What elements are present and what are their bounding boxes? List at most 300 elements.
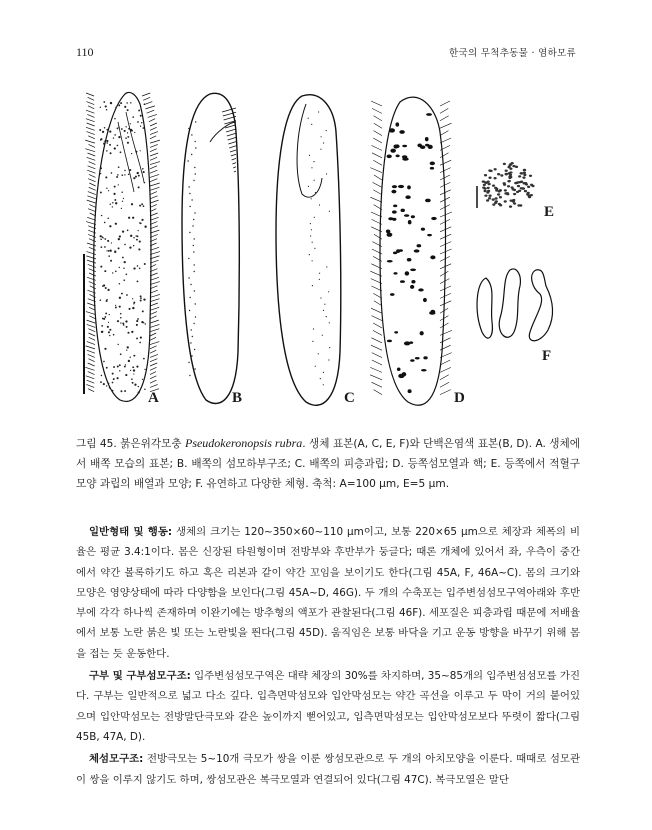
cilium	[440, 338, 450, 343]
nucleus	[425, 199, 431, 203]
granule	[513, 189, 516, 191]
cilium	[374, 123, 382, 128]
cilium	[86, 119, 95, 122]
cilium	[150, 294, 160, 297]
granule	[126, 274, 128, 276]
granule	[484, 194, 487, 196]
granule	[121, 174, 123, 176]
granule	[103, 143, 104, 144]
granule	[128, 136, 130, 138]
cilium	[86, 346, 95, 349]
cirrus	[190, 284, 191, 285]
nucleus	[397, 367, 401, 371]
cirrus	[192, 336, 193, 337]
granule	[115, 271, 117, 273]
cirrus	[194, 141, 195, 142]
granule	[125, 126, 126, 127]
cilium	[150, 140, 160, 143]
granule	[313, 161, 314, 162]
cilium	[150, 166, 157, 169]
granule	[524, 190, 527, 192]
cilium	[87, 380, 95, 383]
cilium	[150, 384, 158, 387]
granule	[104, 238, 106, 240]
granule	[106, 109, 107, 110]
nucleus	[410, 359, 414, 362]
cirrus	[189, 310, 190, 311]
granule	[486, 199, 489, 201]
granule	[115, 202, 117, 204]
cilium	[371, 382, 382, 387]
cilium	[150, 196, 158, 199]
granule	[127, 132, 128, 133]
granule	[100, 191, 102, 193]
granule	[102, 131, 104, 133]
cilium	[87, 170, 95, 173]
granule	[124, 244, 126, 246]
cirrus	[191, 154, 192, 155]
nucleus	[392, 218, 396, 221]
granule	[102, 237, 103, 238]
granule	[312, 285, 313, 286]
granule	[117, 344, 118, 345]
cilium	[150, 230, 159, 233]
granule	[326, 316, 327, 317]
granule	[510, 199, 513, 201]
cilium	[370, 168, 382, 173]
membranelle	[231, 154, 236, 156]
cilium	[150, 162, 160, 165]
granule	[133, 267, 135, 269]
cilium	[440, 138, 451, 143]
panel-label-d: D	[454, 390, 465, 406]
granule	[508, 177, 511, 179]
cirrus	[195, 147, 196, 148]
granule	[106, 150, 108, 152]
granule	[505, 173, 508, 175]
granule	[141, 219, 143, 221]
granule	[308, 186, 309, 187]
granule	[504, 200, 507, 202]
granule	[312, 341, 313, 342]
granule	[527, 192, 530, 194]
cilium	[85, 140, 95, 143]
cilium	[440, 175, 450, 180]
granule	[142, 168, 144, 170]
granule	[484, 174, 487, 176]
granule	[100, 381, 102, 383]
granule	[311, 167, 312, 168]
granule	[313, 328, 314, 329]
cilium	[150, 123, 157, 126]
granule	[114, 251, 116, 253]
granule	[136, 324, 138, 326]
cilium	[89, 174, 96, 177]
cilium	[374, 116, 382, 121]
granule	[503, 163, 506, 165]
granule	[121, 128, 123, 130]
cilium	[150, 192, 157, 195]
cilium	[89, 316, 95, 319]
cilium	[87, 132, 95, 135]
granule	[100, 235, 102, 237]
cilium	[87, 350, 95, 353]
cilium	[87, 123, 95, 126]
nucleus	[430, 167, 434, 170]
granule	[137, 318, 139, 320]
cilium	[145, 106, 155, 109]
cilium	[86, 384, 94, 387]
granule	[523, 174, 526, 176]
granule	[115, 305, 116, 306]
granule	[328, 359, 329, 360]
cilium	[150, 329, 159, 332]
granule	[516, 191, 519, 193]
cilium	[87, 252, 96, 255]
cilium	[373, 138, 382, 143]
cilium	[88, 354, 95, 357]
granule	[119, 364, 121, 366]
cirrus	[194, 167, 195, 168]
cirrus	[191, 329, 192, 330]
figure-drawings	[70, 82, 582, 422]
granule	[128, 174, 129, 175]
granule	[138, 386, 139, 387]
granule	[311, 198, 312, 199]
granule	[126, 349, 127, 350]
granule	[136, 337, 138, 339]
granule	[132, 217, 134, 219]
granule	[112, 390, 114, 392]
cilium	[372, 153, 382, 158]
cilium	[86, 102, 94, 105]
granule	[309, 254, 310, 255]
granule	[137, 121, 139, 123]
cilium	[148, 114, 157, 117]
granule	[509, 163, 512, 165]
cilium	[150, 157, 157, 160]
cilium	[440, 293, 451, 298]
granule	[120, 313, 122, 315]
cilium	[150, 354, 158, 357]
granule	[513, 193, 516, 195]
granule	[135, 235, 136, 236]
cilium	[87, 324, 96, 327]
cilium	[440, 153, 449, 158]
granule	[131, 130, 133, 132]
granule	[122, 323, 124, 325]
membranelle	[232, 163, 236, 164]
cilium	[370, 197, 382, 202]
nucleus	[396, 154, 400, 157]
granule	[112, 206, 113, 207]
cilium	[150, 204, 157, 207]
granule	[323, 142, 324, 143]
granule	[116, 176, 118, 178]
granule	[326, 173, 327, 174]
cilium	[150, 153, 158, 156]
granule	[106, 367, 108, 369]
figure-caption	[76, 433, 580, 494]
granule	[105, 105, 107, 107]
cilium	[88, 179, 95, 182]
page-header	[76, 45, 576, 61]
cilium	[89, 333, 96, 336]
cilium	[88, 209, 96, 212]
membranelle	[226, 129, 236, 132]
cilium	[150, 380, 156, 383]
nucleus	[408, 220, 412, 224]
granule	[140, 297, 142, 299]
granule	[112, 272, 113, 273]
cilium	[143, 97, 150, 100]
granule	[120, 322, 121, 323]
nucleus	[404, 214, 409, 217]
granule	[125, 137, 127, 139]
granule	[482, 186, 485, 188]
nucleus	[402, 372, 407, 376]
granule	[498, 203, 501, 205]
granule	[107, 240, 109, 242]
granule	[115, 223, 117, 225]
granule	[107, 326, 109, 328]
nucleus	[411, 280, 415, 283]
cirrus	[191, 199, 192, 200]
granule	[125, 374, 127, 376]
cilium	[150, 367, 157, 370]
granule	[105, 176, 107, 178]
granule	[108, 322, 109, 323]
granule	[495, 189, 498, 191]
cilium	[142, 93, 150, 96]
cilium	[440, 101, 450, 106]
granule	[103, 101, 105, 103]
cilium	[373, 256, 382, 261]
granule	[106, 140, 108, 142]
granule	[109, 335, 110, 336]
panel-label-a: A	[148, 390, 159, 406]
granule	[126, 294, 128, 296]
cilium	[87, 153, 95, 156]
cilium	[440, 131, 448, 136]
cilium	[373, 190, 382, 195]
cilium	[150, 170, 157, 173]
granule	[143, 298, 145, 300]
granule	[127, 230, 129, 232]
granule	[117, 128, 119, 130]
membranelle	[228, 137, 236, 140]
cilium	[150, 136, 156, 139]
granule	[122, 257, 124, 259]
granule	[130, 123, 131, 124]
cirrus	[193, 180, 194, 181]
nucleus	[426, 113, 432, 116]
granule	[483, 190, 486, 192]
cilium	[150, 303, 158, 306]
granule	[323, 384, 324, 385]
granule	[308, 118, 309, 119]
cilium	[89, 247, 96, 250]
granule	[123, 324, 125, 326]
granule	[109, 144, 111, 146]
cilium	[88, 136, 95, 139]
granule	[483, 184, 486, 186]
granule	[104, 140, 105, 141]
cilium	[440, 382, 449, 387]
granule	[140, 299, 142, 301]
granule	[101, 215, 102, 216]
granule	[109, 250, 111, 252]
granule	[106, 142, 108, 144]
granule	[140, 126, 141, 127]
nucleus	[393, 144, 398, 148]
granule	[515, 166, 518, 168]
nucleus	[396, 249, 400, 253]
granule	[488, 197, 491, 199]
granule	[523, 172, 526, 174]
granule	[120, 317, 122, 319]
granule	[100, 139, 102, 141]
cirrus	[193, 238, 194, 239]
granule	[328, 291, 329, 292]
granule	[505, 169, 508, 171]
granule	[111, 242, 112, 243]
granule	[487, 187, 490, 189]
cilium	[440, 301, 451, 306]
granule	[100, 239, 102, 241]
cilium	[371, 308, 382, 313]
figure-45	[70, 82, 582, 422]
granule	[321, 136, 322, 137]
cilium	[440, 116, 449, 121]
granule	[520, 181, 523, 183]
nucleus	[410, 285, 414, 289]
granule	[488, 183, 491, 185]
granule	[315, 366, 316, 367]
granule	[133, 245, 134, 246]
granule	[138, 391, 140, 393]
granule	[109, 329, 111, 331]
granule	[326, 266, 327, 267]
granule	[320, 378, 321, 379]
cilium	[88, 372, 95, 375]
granule	[315, 192, 316, 193]
granule	[118, 247, 120, 249]
granule	[112, 382, 114, 384]
nucleus	[405, 195, 410, 199]
granule	[106, 300, 108, 302]
cilium	[85, 149, 95, 152]
cilium	[88, 389, 94, 392]
section-heading: 구부 및 구부섬모구조:	[89, 670, 191, 683]
cilium	[147, 110, 155, 113]
granule	[111, 172, 112, 173]
granule	[132, 307, 134, 309]
nucleus	[423, 298, 427, 302]
nucleus	[394, 331, 398, 333]
cilium	[86, 256, 96, 259]
granule	[132, 298, 133, 299]
cilium	[88, 359, 94, 362]
paragraph-text: 전방극모는 5~10개 극모가 쌍을 이룬 쌍섬모관으로 두 개의 아치모양을 이룬다. 때때로 섬모관이 쌍을 이루지 않기도 하며, 쌍섬모관은 복극모열과 연결되어 있다(그림 47C). 복극모열은 말단	[76, 753, 580, 786]
cilium	[87, 157, 96, 160]
granule	[329, 347, 330, 348]
nucleus	[399, 130, 404, 134]
nucleus	[389, 128, 395, 132]
granule	[128, 217, 130, 219]
nucleus	[428, 145, 433, 149]
granule	[122, 201, 123, 202]
cirrus	[194, 212, 195, 213]
granule	[103, 318, 105, 320]
granule	[133, 237, 135, 239]
granule	[509, 168, 512, 170]
nucleus	[420, 331, 424, 335]
cilium	[89, 282, 96, 285]
granule	[104, 127, 106, 129]
caption-prefix: 그림 45. 붉은위각모충	[76, 438, 185, 450]
granule	[130, 370, 131, 371]
granule	[500, 174, 503, 176]
granule	[492, 198, 495, 200]
cilium	[440, 286, 451, 291]
cilium	[150, 213, 158, 216]
nucleus	[429, 311, 435, 314]
cilium	[89, 187, 96, 190]
granule	[525, 183, 528, 185]
cirrus	[195, 173, 196, 174]
granule	[140, 150, 141, 151]
granule	[131, 203, 133, 205]
granule	[132, 382, 134, 384]
page-number: 110	[76, 45, 94, 59]
nucleus	[401, 209, 405, 212]
nucleus	[390, 149, 396, 153]
granule	[493, 177, 496, 179]
cilium	[374, 390, 382, 395]
paragraph-text: 생체의 크기는 120~350×60~110 μm이고, 보통 220×65 μm으로 체장과 체폭의 비율은 평균 3.4:1이다. 몸은 신장된 타원형이며 전방부와 후반부가 둥글다; 때론 개체에 있어서 좌, 우측이 중간에서 약간 볼록하기도 하고 혹은 리본과 같이 약간 꼬임을 보이기도 한다(그림 45A, F, 46A~C). 몸의 크기와 모양은 영양상태에 따라 다양함을 보인다(그림 45A~D, 46G). 두 개의 수축포는 입주변섬섬모구역아래와 후반부에 각각 하나씩 존재하며 이완기에는 방추형의 액포가 관찰된다(그림 46F). 세포질은 피층과립 때문에 저배율에서 보통 노란 붉은 빛 또는 노란빛을 띈다(그림 45D). 움직임은 보통 바닥을 기고 운동 방향을 바꾸기 위해 몸을 접는 듯 운동한다.	[76, 526, 580, 660]
drawing-e	[482, 162, 535, 208]
cilium	[88, 264, 96, 267]
nucleus	[421, 369, 427, 371]
granule	[488, 177, 491, 179]
cilium	[373, 182, 382, 187]
nucleus	[387, 260, 393, 263]
granule	[142, 379, 143, 380]
cilium	[87, 260, 96, 263]
granule	[516, 181, 519, 183]
granule	[522, 176, 525, 178]
granule	[312, 242, 313, 243]
granule	[133, 373, 134, 374]
granule	[114, 147, 116, 149]
granule	[507, 180, 510, 182]
nucleus	[390, 293, 395, 296]
granule	[140, 337, 142, 339]
cilium	[150, 350, 156, 353]
granule	[119, 297, 121, 299]
granule	[137, 235, 139, 237]
granule	[143, 322, 144, 323]
membranelle	[229, 146, 236, 148]
cirrus	[189, 193, 190, 194]
cilium	[150, 179, 157, 182]
cilium	[87, 320, 96, 323]
cirrus	[194, 349, 195, 350]
cilium	[150, 144, 158, 147]
cilium	[150, 200, 159, 203]
granule	[504, 189, 507, 191]
